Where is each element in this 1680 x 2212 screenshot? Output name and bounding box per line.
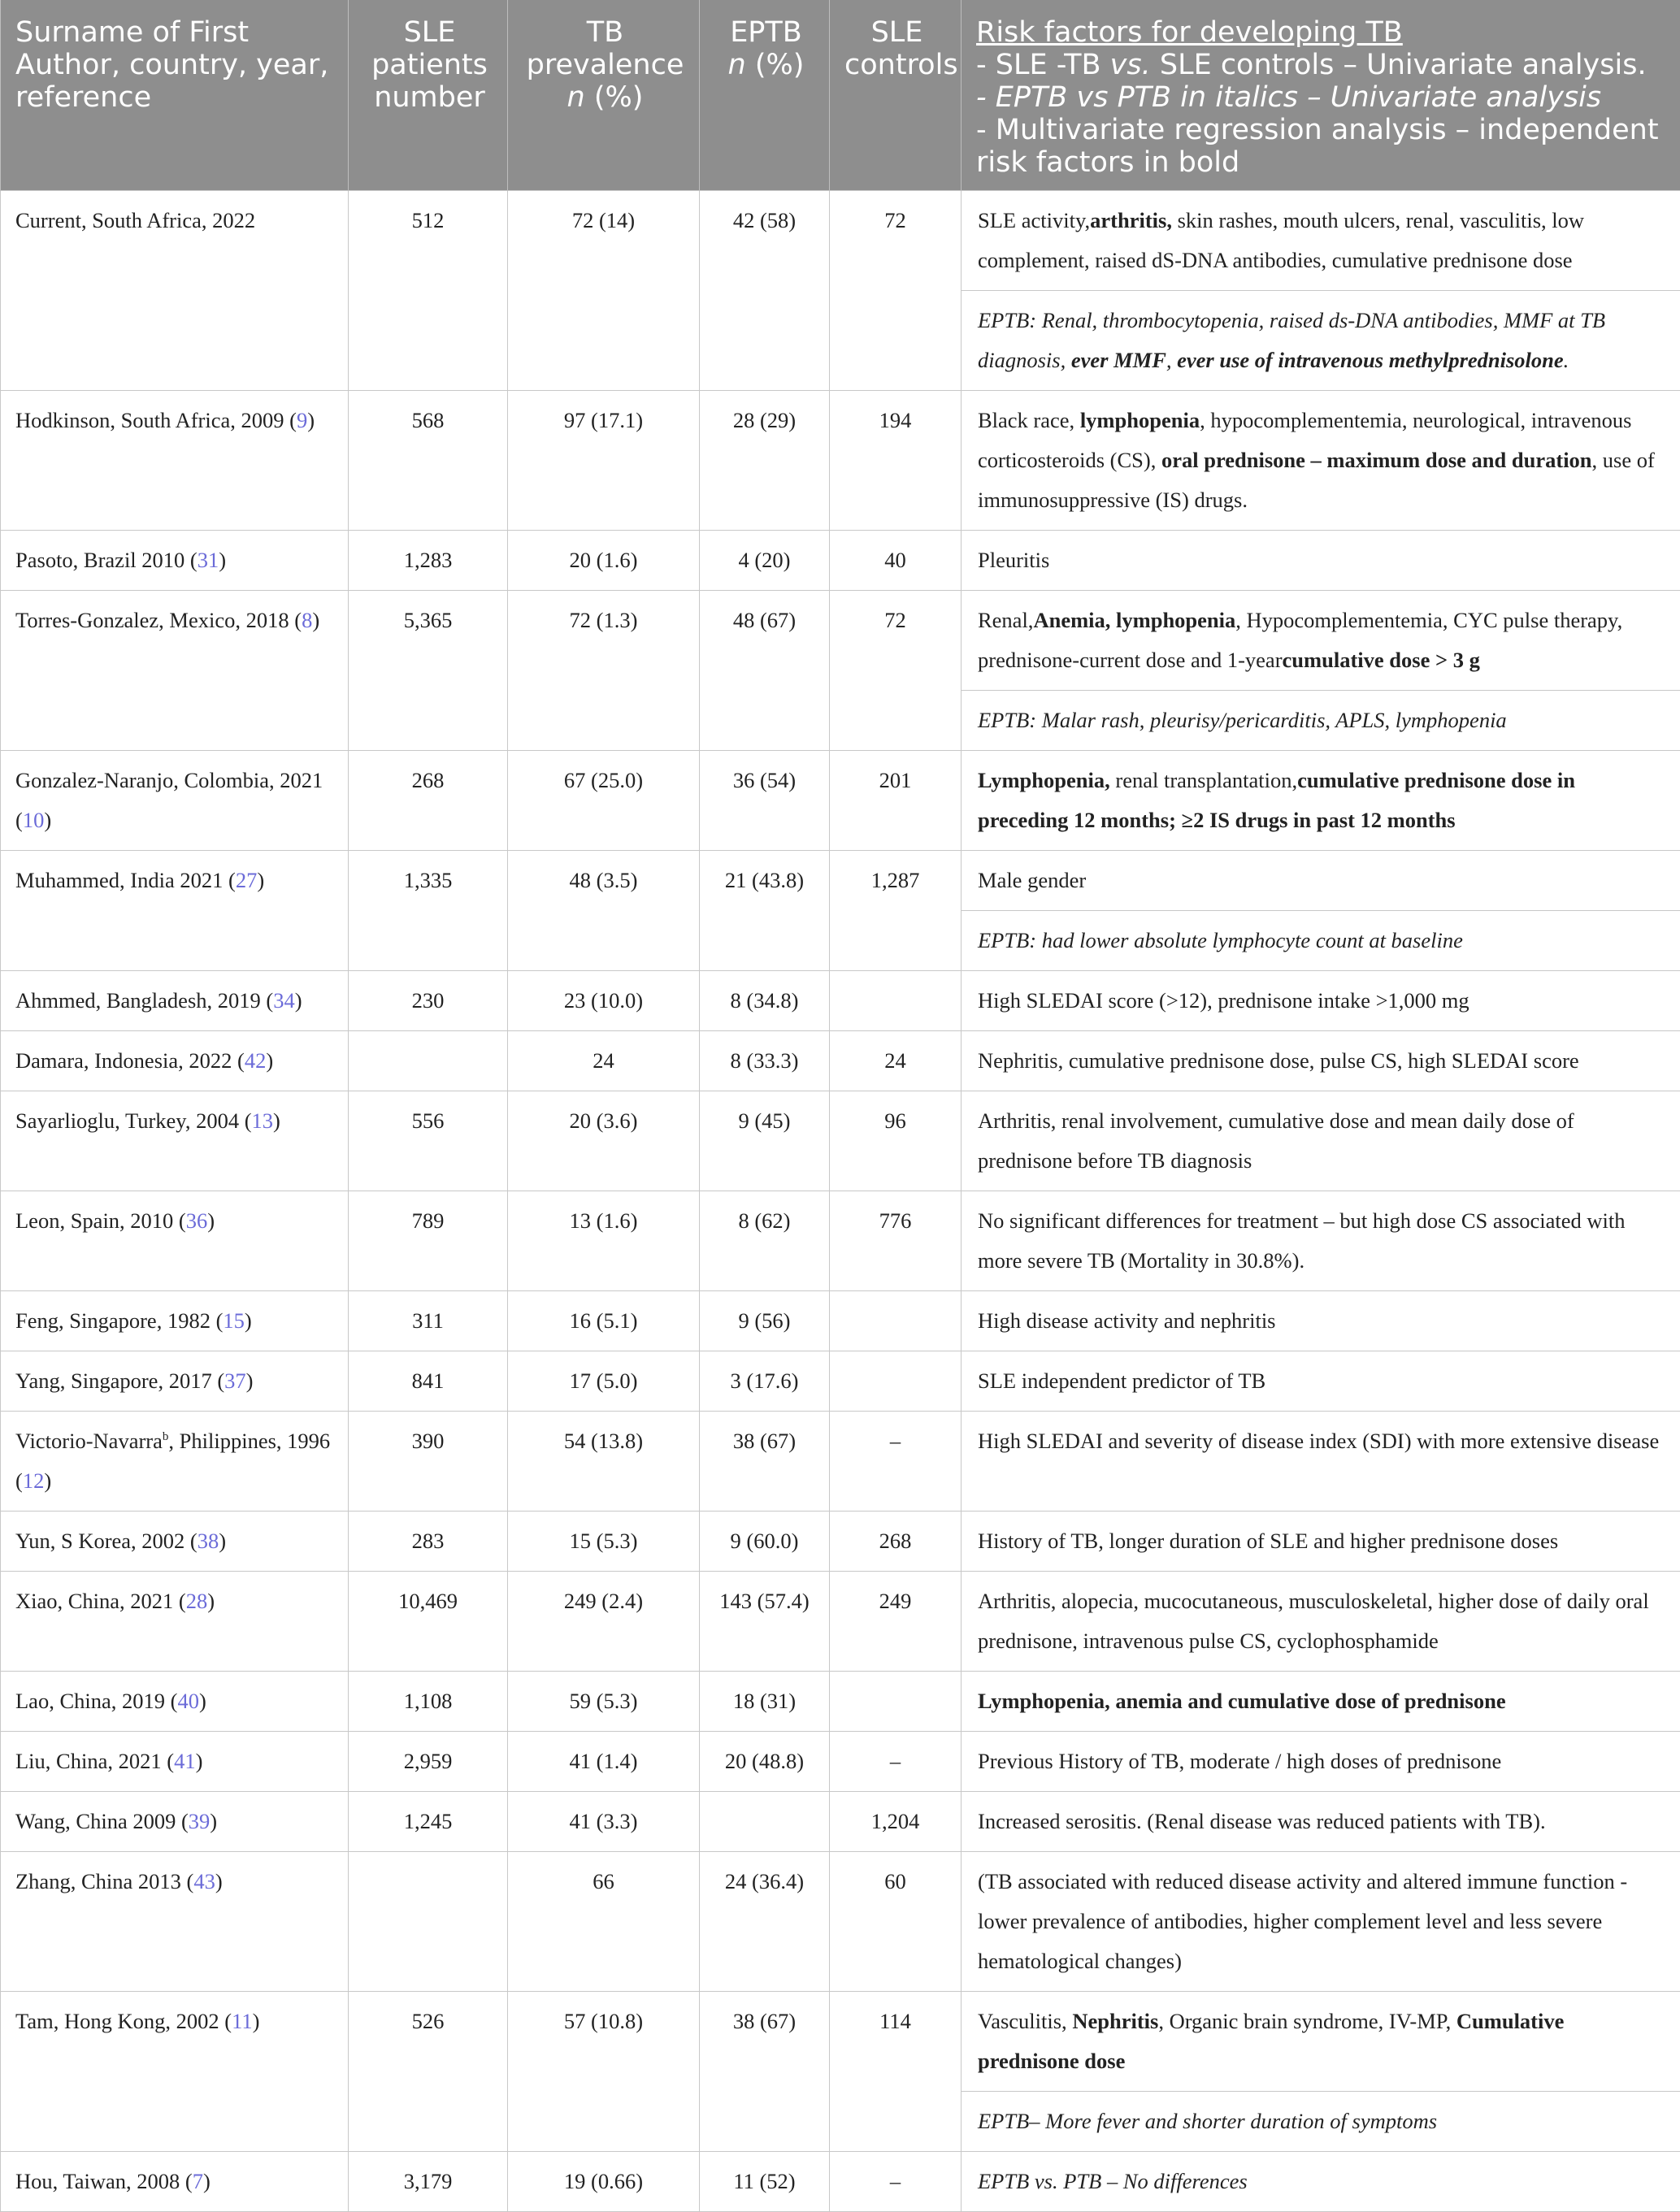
risk-factors-cell: High SLEDAI score (>12), prednisone intake >1,000 mg	[962, 971, 1680, 1031]
risk-factors-cell: Pleuritis	[962, 531, 1680, 591]
eptb-risk-factors-cell: EPTB: had lower absolute lymphocyte count at baseline	[962, 911, 1680, 971]
table-row	[1, 531, 1680, 591]
tb-prevalence-cell: 19 (0.66)	[508, 2152, 700, 2212]
tb-prevalence-cell: 72 (1.3)	[508, 591, 700, 751]
eptb-cell: 143 (57.4)	[700, 1572, 830, 1672]
controls-cell: 1,287	[830, 851, 962, 971]
author-cell: Hodkinson, South Africa, 2009 (9)	[1, 391, 349, 531]
patients-cell: 1,283	[349, 531, 508, 591]
header-controls: SLE controls	[830, 0, 962, 191]
table-row	[1, 1672, 1680, 1732]
eptb-cell: 38 (67)	[700, 1412, 830, 1512]
eptb-cell: 9 (45)	[700, 1091, 830, 1191]
author-cell: Leon, Spain, 2010 (36)	[1, 1191, 349, 1291]
controls-cell	[830, 1291, 962, 1351]
risk-factors-cell: SLE activity,arthritis, skin rashes, mouth ulcers, renal, vasculitis, low complement, raised dS-DNA antibodies, cumulative prednisone dose	[962, 191, 1680, 291]
tb-prevalence-cell: 48 (3.5)	[508, 851, 700, 971]
patients-cell: 789	[349, 1191, 508, 1291]
eptb-risk-factors-cell: EPTB: Malar rash, pleurisy/pericarditis, APLS, lymphopenia	[962, 691, 1680, 751]
table-body	[1, 191, 1680, 2212]
table-row	[1, 751, 1680, 851]
reference-link[interactable]: 34	[273, 988, 295, 1013]
patients-cell: 311	[349, 1291, 508, 1351]
eptb-cell: 20 (48.8)	[700, 1732, 830, 1792]
eptb-cell: 11 (52)	[700, 2152, 830, 2212]
patients-cell	[349, 1852, 508, 1992]
tb-prevalence-cell: 57 (10.8)	[508, 1992, 700, 2152]
risk-factors-cell: SLE independent predictor of TB	[962, 1351, 1680, 1412]
reference-link[interactable]: 38	[198, 1529, 219, 1553]
reference-link[interactable]: 15	[223, 1308, 245, 1333]
table-row	[1, 1191, 1680, 1291]
table-row	[1, 1031, 1680, 1091]
patients-cell: 556	[349, 1091, 508, 1191]
controls-cell: 249	[830, 1572, 962, 1672]
eptb-cell: 38 (67)	[700, 1992, 830, 2152]
reference-link[interactable]: 27	[236, 868, 258, 892]
table-row	[1, 1992, 1680, 2092]
controls-cell: 201	[830, 751, 962, 851]
risk-factors-cell: Previous History of TB, moderate / high doses of prednisone	[962, 1732, 1680, 1792]
controls-cell: 194	[830, 391, 962, 531]
risk-factors-cell: Vasculitis, Nephritis, Organic brain syndrome, IV-MP, Cumulative prednisone dose	[962, 1992, 1680, 2092]
author-cell: Yun, S Korea, 2002 (38)	[1, 1512, 349, 1572]
reference-link[interactable]: 39	[189, 1809, 211, 1833]
eptb-risk-factors-cell: EPTB– More fever and shorter duration of symptoms	[962, 2092, 1680, 2152]
reference-link[interactable]: 12	[23, 1468, 45, 1493]
reference-link[interactable]: 8	[302, 608, 312, 632]
reference-link[interactable]: 31	[198, 548, 219, 572]
eptb-cell: 8 (33.3)	[700, 1031, 830, 1091]
tb-prevalence-cell: 249 (2.4)	[508, 1572, 700, 1672]
table-row	[1, 1572, 1680, 1672]
eptb-cell: 28 (29)	[700, 391, 830, 531]
header-tb-prevalence-label: TB prevalence	[523, 16, 688, 81]
patients-cell: 568	[349, 391, 508, 531]
patients-cell: 3,179	[349, 2152, 508, 2212]
risk-factors-cell: No significant differences for treatment – but high dose CS associated with more severe TB (Mortality in 30.8%).	[962, 1191, 1680, 1291]
patients-cell: 841	[349, 1351, 508, 1412]
eptb-cell: 24 (36.4)	[700, 1852, 830, 1992]
reference-link[interactable]: 36	[186, 1208, 208, 1233]
header-eptb-label: EPTB	[714, 16, 818, 49]
eptb-cell: 36 (54)	[700, 751, 830, 851]
reference-link[interactable]: 10	[23, 808, 45, 832]
header-risk-line-1: - SLE -TB vs. SLE controls – Univariate analysis.	[976, 49, 1669, 81]
eptb-cell: 21 (43.8)	[700, 851, 830, 971]
author-cell: Lao, China, 2019 (40)	[1, 1672, 349, 1732]
risk-factors-cell: High SLEDAI and severity of disease index (SDI) with more extensive disease	[962, 1412, 1680, 1512]
table-row	[1, 191, 1680, 291]
header-risk-line-2: - EPTB vs PTB in italics – Univariate analysis	[976, 81, 1669, 114]
author-cell: Damara, Indonesia, 2022 (42)	[1, 1031, 349, 1091]
controls-cell	[830, 971, 962, 1031]
table-row	[1, 1291, 1680, 1351]
controls-cell	[830, 1351, 962, 1412]
eptb-cell: 18 (31)	[700, 1672, 830, 1732]
author-cell: Xiao, China, 2021 (28)	[1, 1572, 349, 1672]
controls-cell: 24	[830, 1031, 962, 1091]
table-row	[1, 1852, 1680, 1992]
table-row	[1, 1792, 1680, 1852]
tb-prevalence-cell: 41 (1.4)	[508, 1732, 700, 1792]
risk-factors-cell: Increased serositis. (Renal disease was reduced patients with TB).	[962, 1792, 1680, 1852]
controls-cell: 114	[830, 1992, 962, 2152]
patients-cell: 230	[349, 971, 508, 1031]
controls-cell: 40	[830, 531, 962, 591]
eptb-cell: 3 (17.6)	[700, 1351, 830, 1412]
eptb-cell: 9 (56)	[700, 1291, 830, 1351]
controls-cell: 268	[830, 1512, 962, 1572]
risk-factors-cell: Lymphopenia, anemia and cumulative dose of prednisone	[962, 1672, 1680, 1732]
author-cell: Sayarlioglu, Turkey, 2004 (13)	[1, 1091, 349, 1191]
reference-link[interactable]: 28	[186, 1589, 208, 1613]
controls-cell: 60	[830, 1852, 962, 1992]
controls-cell: 96	[830, 1091, 962, 1191]
eptb-cell: 8 (62)	[700, 1191, 830, 1291]
tb-prevalence-cell: 15 (5.3)	[508, 1512, 700, 1572]
author-cell: Tam, Hong Kong, 2002 (11)	[1, 1992, 349, 2152]
author-cell: Ahmmed, Bangladesh, 2019 (34)	[1, 971, 349, 1031]
eptb-cell: 48 (67)	[700, 591, 830, 751]
reference-link[interactable]: 9	[297, 408, 307, 432]
header-row	[1, 0, 1680, 191]
reference-link[interactable]: 37	[224, 1368, 246, 1393]
table-row	[1, 971, 1680, 1031]
eptb-cell	[700, 1792, 830, 1852]
patients-cell: 2,959	[349, 1732, 508, 1792]
controls-cell	[830, 1672, 962, 1732]
controls-cell: 1,204	[830, 1792, 962, 1852]
author-cell: Victorio-Navarra$^b$, Philippines, 1996 (12)	[1, 1412, 349, 1512]
tb-prevalence-cell: 20 (1.6)	[508, 531, 700, 591]
tb-prevalence-cell: 54 (13.8)	[508, 1412, 700, 1512]
controls-cell: –	[830, 1732, 962, 1792]
author-cell: Liu, China, 2021 (41)	[1, 1732, 349, 1792]
header-tb-prevalence	[508, 0, 700, 191]
header-eptb-unit: n (%)	[714, 49, 818, 81]
author-cell: Muhammed, India 2021 (27)	[1, 851, 349, 971]
tb-prevalence-cell: 97 (17.1)	[508, 391, 700, 531]
patients-cell: 5,365	[349, 591, 508, 751]
tb-prevalence-cell: 66	[508, 1852, 700, 1992]
controls-cell: 72	[830, 591, 962, 751]
patients-cell: 1,108	[349, 1672, 508, 1732]
table-header	[1, 0, 1680, 191]
author-cell: Hou, Taiwan, 2008 (7)	[1, 2152, 349, 2212]
author-cell: Pasoto, Brazil 2010 (31)	[1, 531, 349, 591]
patients-cell: 1,245	[349, 1792, 508, 1852]
header-tb-prevalence-unit: n (%)	[523, 81, 688, 114]
tb-prevalence-cell: 67 (25.0)	[508, 751, 700, 851]
table-row	[1, 1351, 1680, 1412]
patients-cell: 526	[349, 1992, 508, 2152]
controls-cell: –	[830, 2152, 962, 2212]
header-risk-title: Risk factors for developing TB	[976, 16, 1669, 49]
table-row	[1, 2152, 1680, 2212]
tb-prevalence-cell: 59 (5.3)	[508, 1672, 700, 1732]
author-cell: Gonzalez-Naranjo, Colombia, 2021 (10)	[1, 751, 349, 851]
reference-link[interactable]: 7	[193, 2169, 203, 2193]
tb-prevalence-cell: 72 (14)	[508, 191, 700, 391]
controls-cell: 776	[830, 1191, 962, 1291]
reference-link[interactable]: 41	[174, 1749, 196, 1773]
header-author: Surname of First Author, country, year, reference	[1, 0, 349, 191]
patients-cell: 390	[349, 1412, 508, 1512]
author-cell: Current, South Africa, 2022	[1, 191, 349, 391]
tb-prevalence-cell: 16 (5.1)	[508, 1291, 700, 1351]
controls-cell: –	[830, 1412, 962, 1512]
author-cell: Wang, China 2009 (39)	[1, 1792, 349, 1852]
risk-factors-cell: Arthritis, alopecia, mucocutaneous, musculoskeletal, higher dose of daily oral prednisone, intravenous pulse CS, cyclophosphamide	[962, 1572, 1680, 1672]
header-risk-line-3: - Multivariate regression analysis – independent risk factors in bold	[976, 114, 1669, 179]
eptb-cell: 4 (20)	[700, 531, 830, 591]
reference-link[interactable]: 13	[252, 1108, 274, 1133]
risk-factors-cell: Lymphopenia, renal transplantation,cumulative prednisone dose in preceding 12 months; ≥2 IS drugs in past 12 months	[962, 751, 1680, 851]
tb-prevalence-cell: 41 (3.3)	[508, 1792, 700, 1852]
risk-factors-cell: Arthritis, renal involvement, cumulative dose and mean daily dose of prednisone before TB diagnosis	[962, 1091, 1680, 1191]
footnote-marker: b	[163, 1430, 169, 1443]
patients-cell: 10,469	[349, 1572, 508, 1672]
table-row	[1, 591, 1680, 691]
tb-prevalence-cell: 13 (1.6)	[508, 1191, 700, 1291]
header-eptb	[700, 0, 830, 191]
table-row	[1, 1512, 1680, 1572]
table-row	[1, 1091, 1680, 1191]
risk-factors-cell: Male gender	[962, 851, 1680, 911]
tb-prevalence-cell: 17 (5.0)	[508, 1351, 700, 1412]
patients-cell: 1,335	[349, 851, 508, 971]
reference-link[interactable]: 43	[193, 1869, 215, 1893]
tb-prevalence-cell: 24	[508, 1031, 700, 1091]
patients-cell: 283	[349, 1512, 508, 1572]
controls-cell: 72	[830, 191, 962, 391]
patients-cell	[349, 1031, 508, 1091]
header-patients: SLE patients number	[349, 0, 508, 191]
patients-cell: 512	[349, 191, 508, 391]
table-row	[1, 391, 1680, 531]
risk-factors-cell: Nephritis, cumulative prednisone dose, pulse CS, high SLEDAI score	[962, 1031, 1680, 1091]
author-cell: Torres-Gonzalez, Mexico, 2018 (8)	[1, 591, 349, 751]
risk-factors-cell: High disease activity and nephritis	[962, 1291, 1680, 1351]
table-row	[1, 1732, 1680, 1792]
table-row	[1, 1412, 1680, 1512]
eptb-cell: 42 (58)	[700, 191, 830, 391]
author-cell: Zhang, China 2013 (43)	[1, 1852, 349, 1992]
reference-link[interactable]: 11	[232, 2009, 253, 2033]
reference-link[interactable]: 42	[245, 1048, 267, 1073]
reference-link[interactable]: 40	[177, 1689, 199, 1713]
eptb-cell: 9 (60.0)	[700, 1512, 830, 1572]
author-cell: Yang, Singapore, 2017 (37)	[1, 1351, 349, 1412]
patients-cell: 268	[349, 751, 508, 851]
header-risk-factors	[962, 0, 1680, 191]
risk-factors-cell: EPTB vs. PTB – No differences	[962, 2152, 1680, 2212]
risk-factors-cell: (TB associated with reduced disease activity and altered immune function - lower prevalence of antibodies, higher complement level and less severe hematological changes)	[962, 1852, 1680, 1992]
risk-factors-cell: Black race, lymphopenia, hypocomplementemia, neurological, intravenous corticosteroids (CS), oral prednisone – maximum dose and duration, use of immunosuppressive (IS) drugs.	[962, 391, 1680, 531]
tb-prevalence-cell: 23 (10.0)	[508, 971, 700, 1031]
eptb-risk-factors-cell: EPTB: Renal, thrombocytopenia, raised ds-DNA antibodies, MMF at TB diagnosis, ever MMF, ever use of intravenous methylprednisolone.	[962, 291, 1680, 391]
tb-prevalence-cell: 20 (3.6)	[508, 1091, 700, 1191]
risk-factors-cell: History of TB, longer duration of SLE and higher prednisone doses	[962, 1512, 1680, 1572]
author-cell: Feng, Singapore, 1982 (15)	[1, 1291, 349, 1351]
eptb-cell: 8 (34.8)	[700, 971, 830, 1031]
table-row	[1, 851, 1680, 911]
risk-factors-cell: Renal,Anemia, lymphopenia, Hypocomplementemia, CYC pulse therapy, prednisone-current dose and 1-yearcumulative dose > 3 g	[962, 591, 1680, 691]
